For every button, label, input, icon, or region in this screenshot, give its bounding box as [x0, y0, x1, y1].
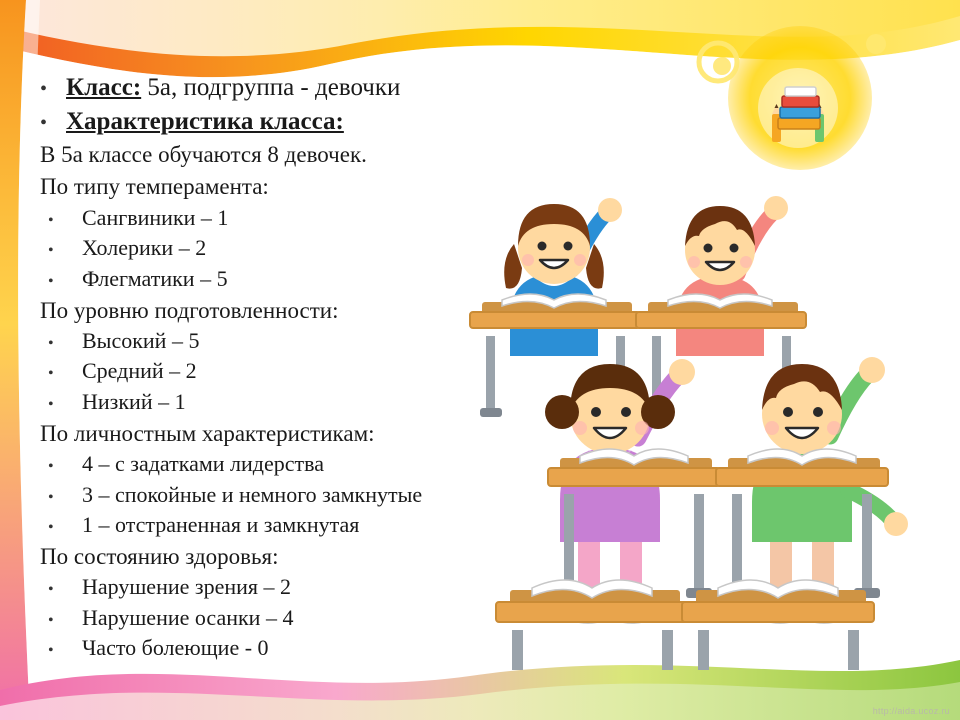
- group-title-temperament: По типу темперамента:: [40, 174, 269, 200]
- slide-text-content: [40, 72, 570, 665]
- bullet-glyph: •: [40, 112, 48, 134]
- heading-characteristics-label: Характеристика класса:: [66, 108, 344, 135]
- list-item: [40, 327, 570, 356]
- bullet-glyph: •: [48, 642, 54, 660]
- bullet-glyph: •: [48, 458, 54, 475]
- source-watermark: http://aida.ucoz.ru: [872, 706, 950, 716]
- list-item: [40, 234, 570, 263]
- group-item: Высокий – 5: [82, 327, 200, 353]
- list-item: [40, 106, 570, 138]
- bullet-glyph: •: [48, 396, 54, 414]
- group-item: 1 – отстраненная и замкнутая: [82, 512, 360, 538]
- bullet-glyph: •: [48, 334, 54, 352]
- heading-class-value: 5а, подгруппа - девочки: [141, 74, 401, 101]
- group-item: Холерики – 2: [82, 235, 207, 261]
- list-item: [40, 357, 570, 386]
- list-item: [40, 573, 570, 602]
- group-item: Нарушение осанки – 4: [82, 604, 294, 630]
- heading-class-label: Класс:: [66, 74, 142, 101]
- group-item: Низкий – 1: [82, 389, 186, 415]
- bullet-glyph: •: [40, 78, 48, 100]
- list-item: [40, 265, 570, 294]
- list-item: [40, 72, 570, 104]
- group-title-health: По состоянию здоровья:: [40, 543, 279, 569]
- bullet-glyph: •: [48, 242, 54, 260]
- stack-of-books-icon: [752, 62, 844, 154]
- list-item: [40, 604, 570, 633]
- group-item: Сангвиники – 1: [82, 204, 229, 230]
- bullet-glyph: •: [48, 365, 54, 383]
- heading-characteristics: [66, 106, 344, 138]
- bullet-glyph: •: [48, 211, 54, 229]
- bullet-glyph: •: [48, 581, 54, 599]
- group-item: Средний – 2: [82, 358, 197, 384]
- bullet-glyph: •: [48, 611, 54, 629]
- group-title-preparedness: По уровню подготовленности:: [40, 297, 339, 323]
- list-item: [40, 388, 570, 417]
- bullet-glyph: •: [48, 488, 54, 506]
- intro-text: В 5а классе обучаются 8 девочек.: [40, 142, 367, 167]
- child-boy-green: [752, 357, 908, 623]
- group-title-personality: По личностным характеристикам:: [40, 420, 375, 446]
- list-item: [40, 481, 570, 510]
- group-item: Нарушение зрения – 2: [82, 574, 291, 600]
- desk-nearest-right: [682, 580, 874, 670]
- list-item: [40, 204, 570, 233]
- group-item: Часто болеющие - 0: [82, 635, 269, 661]
- group-item: 4 – с задатками лидерства: [82, 451, 324, 476]
- bullet-glyph: •: [48, 272, 54, 290]
- group-item: 3 – спокойные и немного замкнутые: [82, 481, 423, 507]
- child-boy-red: [676, 196, 788, 356]
- list-item: [40, 634, 570, 663]
- list-item: [40, 450, 570, 479]
- heading-class: [66, 72, 400, 104]
- bullet-glyph: •: [48, 519, 54, 537]
- list-item: [40, 511, 570, 540]
- group-item: Флегматики – 5: [82, 265, 228, 291]
